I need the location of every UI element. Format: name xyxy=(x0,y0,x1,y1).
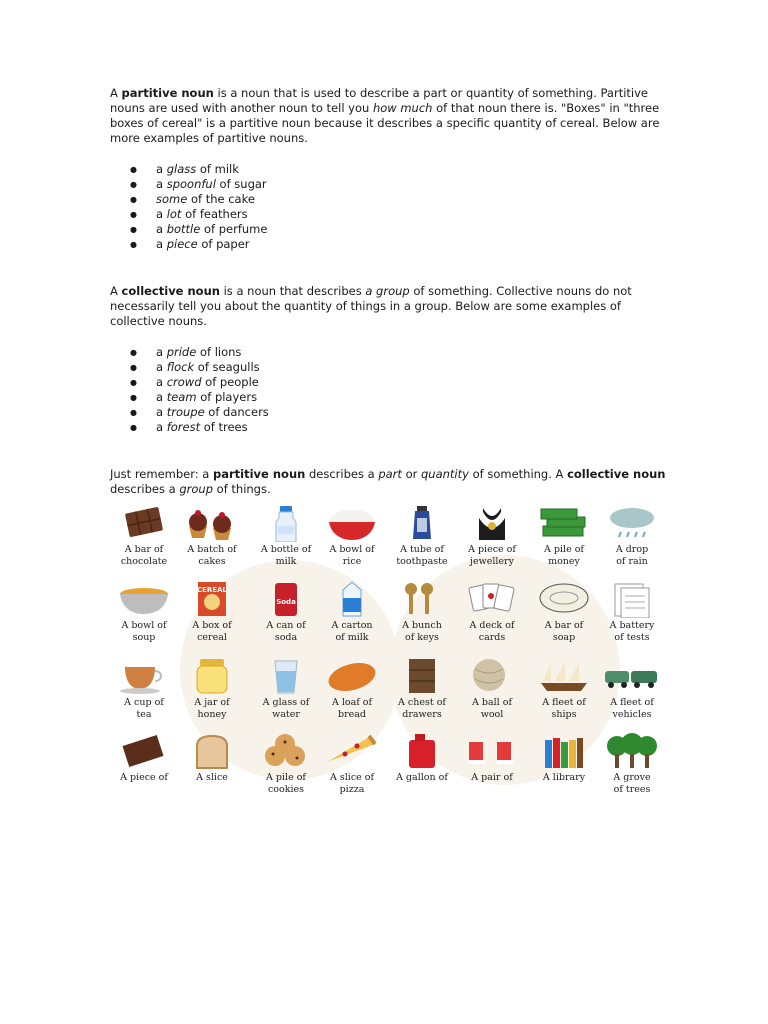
caption-line: honey xyxy=(197,709,227,720)
caption-line: A piece of xyxy=(120,772,168,783)
caption-line: vehicles xyxy=(612,709,652,720)
caption-line: of trees xyxy=(613,784,651,795)
infographic-caption xyxy=(388,697,456,721)
partitive-examples-list xyxy=(110,162,670,252)
collective-term: collective noun xyxy=(121,284,220,298)
caption-line: jewellery xyxy=(470,556,514,567)
package-label: CEREAL xyxy=(197,586,227,594)
infographic-caption xyxy=(318,620,386,644)
infographic-caption xyxy=(110,772,178,784)
infographic-item xyxy=(178,504,246,584)
toothpaste-icon xyxy=(393,504,451,542)
infographic-item xyxy=(458,580,526,660)
caption-line: rice xyxy=(342,556,362,567)
caption-line: cereal xyxy=(197,632,227,643)
caption-line: A bar of xyxy=(124,544,164,555)
infographic-item xyxy=(598,657,659,737)
caption-line: A bunch xyxy=(402,620,442,631)
caption-line: A carton xyxy=(331,620,373,631)
infographic-item xyxy=(458,657,526,737)
infographic-item xyxy=(252,657,320,737)
caption-line: A bowl of xyxy=(329,544,375,555)
infographic-caption xyxy=(598,544,659,568)
necklace-icon xyxy=(463,504,521,542)
ships-icon xyxy=(535,657,593,695)
infographic-caption xyxy=(598,620,659,644)
infographic-item xyxy=(388,657,456,737)
list-item: ● a flock of seagulls xyxy=(110,360,670,375)
infographic-caption xyxy=(252,772,320,796)
infographic-caption xyxy=(530,620,598,644)
soup-bowl-icon xyxy=(115,580,173,618)
caption-line: wool xyxy=(480,709,504,720)
caption-line: pizza xyxy=(339,784,365,795)
infographic-caption xyxy=(318,544,386,568)
caption-line: soda xyxy=(274,632,298,643)
infographic-item xyxy=(458,504,526,584)
caption-line: bread xyxy=(338,709,366,720)
infographic-caption xyxy=(458,544,526,568)
caption-line: A piece of xyxy=(468,544,516,555)
infographic-item xyxy=(388,580,456,660)
infographic-item xyxy=(110,580,178,660)
caption-line: money xyxy=(548,556,580,567)
chocolate-piece-icon xyxy=(115,732,173,770)
caption-line: A slice xyxy=(196,772,228,783)
infographic-caption xyxy=(318,772,386,796)
infographic-item xyxy=(388,732,456,798)
caption-line: A batch of xyxy=(187,544,237,555)
list-item: ● a team of players xyxy=(110,390,670,405)
caption-line: milk xyxy=(275,556,297,567)
caption-line: A gallon of xyxy=(396,772,448,783)
caption-line: A jar of xyxy=(194,697,230,708)
infographic-caption xyxy=(252,620,320,644)
infographic-item xyxy=(530,580,598,660)
infographic-item xyxy=(110,657,178,737)
partitive-term: partitive noun xyxy=(121,86,214,100)
caption-line: A pile of xyxy=(266,772,306,783)
infographic-item xyxy=(530,732,598,798)
infographic-caption xyxy=(388,772,456,784)
infographic-caption xyxy=(252,697,320,721)
caption-line: A tube of xyxy=(400,544,444,555)
infographic-item xyxy=(178,580,246,660)
infographic-item xyxy=(110,504,178,584)
infographic-item xyxy=(252,504,320,584)
soap-icon xyxy=(535,580,593,618)
cards-icon xyxy=(463,580,521,618)
caption-line: A can of xyxy=(266,620,306,631)
infographic-item xyxy=(530,657,598,737)
infographic-item xyxy=(598,732,659,798)
caption-line: cookies xyxy=(267,784,305,795)
document-body xyxy=(110,86,670,497)
infographic-caption xyxy=(598,697,659,721)
keys-icon xyxy=(393,580,451,618)
infographic-item xyxy=(318,732,386,798)
infographic-item xyxy=(598,504,659,584)
caption-line: ships xyxy=(551,709,577,720)
infographic-caption xyxy=(388,544,456,568)
cookies-icon xyxy=(257,732,315,770)
caption-line: water xyxy=(272,709,300,720)
money-pile-icon xyxy=(535,504,593,542)
infographic-caption xyxy=(530,697,598,721)
caption-line: toothpaste xyxy=(396,556,448,567)
infographic-caption xyxy=(318,697,386,721)
caption-line: chocolate xyxy=(120,556,168,567)
infographic-caption xyxy=(178,697,246,721)
caption-line: A fleet of xyxy=(542,697,586,708)
infographic-caption xyxy=(598,772,659,796)
caption-line: A bottle of xyxy=(260,544,312,555)
infographic-caption xyxy=(178,620,246,644)
pizza-slice-icon xyxy=(323,732,381,770)
partitive-paragraph: A partitive noun is a noun that is used to describe a part or quantity of something. Partitive nouns are used with another noun to tell you how much of that noun there is. "Boxes" in "three boxes of cereal" is a partitive noun because it describes a specific quantity of cereal. Below are more examples of partitive nouns. xyxy=(110,86,660,145)
infographic-grid xyxy=(110,500,659,798)
infographic-caption xyxy=(178,544,246,568)
infographic-item xyxy=(252,580,320,660)
infographic-caption xyxy=(458,697,526,721)
caption-line: A pair of xyxy=(471,772,513,783)
caption-line: A cup of xyxy=(124,697,164,708)
caption-line: of milk xyxy=(335,632,369,643)
collective-examples-list xyxy=(110,345,670,435)
infographic-caption xyxy=(458,772,526,784)
infographic-caption xyxy=(252,544,320,568)
infographic-caption xyxy=(178,772,246,784)
bread-loaf-icon xyxy=(323,657,381,695)
infographic-item xyxy=(252,732,320,798)
list-item: ● a pride of lions xyxy=(110,345,670,360)
infographic-item xyxy=(598,580,659,660)
infographic-item xyxy=(110,732,178,798)
milk-bottle-icon xyxy=(257,504,315,542)
caption-line: A battery xyxy=(609,620,655,631)
caption-line: A ball of xyxy=(472,697,512,708)
list-item: ● a crowd of people xyxy=(110,375,670,390)
wool-ball-icon xyxy=(463,657,521,695)
caption-line: drawers xyxy=(402,709,442,720)
cereal-box-icon xyxy=(183,580,241,618)
infographic-caption xyxy=(530,772,598,784)
caption-line: A deck of xyxy=(469,620,515,631)
infographic-caption xyxy=(388,620,456,644)
gas-can-icon xyxy=(393,732,451,770)
honey-jar-icon xyxy=(183,657,241,695)
books-icon xyxy=(535,732,593,770)
caption-line: cards xyxy=(478,632,506,643)
infographic-caption xyxy=(458,620,526,644)
caption-line: A glass of xyxy=(262,697,310,708)
milk-carton-icon xyxy=(323,580,381,618)
caption-line: of keys xyxy=(405,632,439,643)
caption-line: A bar of xyxy=(544,620,584,631)
caption-line: A fleet of xyxy=(610,697,654,708)
list-item: ● a piece of paper xyxy=(110,237,670,252)
infographic-caption xyxy=(530,544,598,568)
caption-line: A drop xyxy=(615,544,649,555)
collective-paragraph: A collective noun is a noun that describes a group of something. Collective nouns do not necessarily tell you about the quantity of things in a group. Below are some examples of collective nouns. xyxy=(110,284,632,328)
trees-icon xyxy=(603,732,659,770)
list-item: ● a bottle of perfume xyxy=(110,222,670,237)
caption-line: A box of xyxy=(192,620,232,631)
list-item: ● some of the cake xyxy=(110,192,670,207)
caption-line: soap xyxy=(552,632,576,643)
water-glass-icon xyxy=(257,657,315,695)
caption-line: A library xyxy=(542,772,586,783)
infographic-caption xyxy=(110,544,178,568)
infographic-item xyxy=(178,657,246,737)
caption-line: A loaf of xyxy=(331,697,373,708)
bread-slice-icon xyxy=(183,732,241,770)
caption-line: of rain xyxy=(616,556,648,567)
list-item: ● a glass of milk xyxy=(110,162,670,177)
sneakers-icon xyxy=(463,732,521,770)
package-label: Soda xyxy=(276,598,296,606)
vehicles-icon xyxy=(603,657,659,695)
cupcakes-icon xyxy=(183,504,241,542)
chocolate-bar-icon xyxy=(115,504,173,542)
test-papers-icon xyxy=(603,580,659,618)
list-item: ● a troupe of dancers xyxy=(110,405,670,420)
list-item: ● a forest of trees xyxy=(110,420,670,435)
infographic-caption xyxy=(110,620,178,644)
infographic-item xyxy=(530,504,598,584)
caption-line: cakes xyxy=(198,556,226,567)
infographic-item xyxy=(318,580,386,660)
caption-line: A chest of xyxy=(398,697,446,708)
partitive-collective-infographic xyxy=(110,500,659,798)
infographic-item xyxy=(178,732,246,798)
infographic-caption xyxy=(110,697,178,721)
infographic-item xyxy=(388,504,456,584)
caption-line: of tests xyxy=(614,632,650,643)
drawers-icon xyxy=(393,657,451,695)
infographic-item xyxy=(318,657,386,737)
infographic-item xyxy=(318,504,386,584)
caption-line: A grove xyxy=(613,772,651,783)
caption-line: A pile of xyxy=(544,544,584,555)
rice-bowl-icon xyxy=(323,504,381,542)
caption-line: tea xyxy=(136,709,152,720)
caption-line: A bowl of xyxy=(121,620,167,631)
soda-can-icon xyxy=(257,580,315,618)
rain-cloud-icon xyxy=(603,504,659,542)
caption-line: A slice of xyxy=(329,772,375,783)
caption-line: soup xyxy=(132,632,156,643)
list-item: ● a spoonful of sugar xyxy=(110,177,670,192)
tea-cup-icon xyxy=(115,657,173,695)
summary-paragraph: Just remember: a partitive noun describes a part or quantity of something. A collective noun describes a group of things. xyxy=(110,467,666,496)
infographic-item xyxy=(458,732,526,798)
list-item: ● a lot of feathers xyxy=(110,207,670,222)
